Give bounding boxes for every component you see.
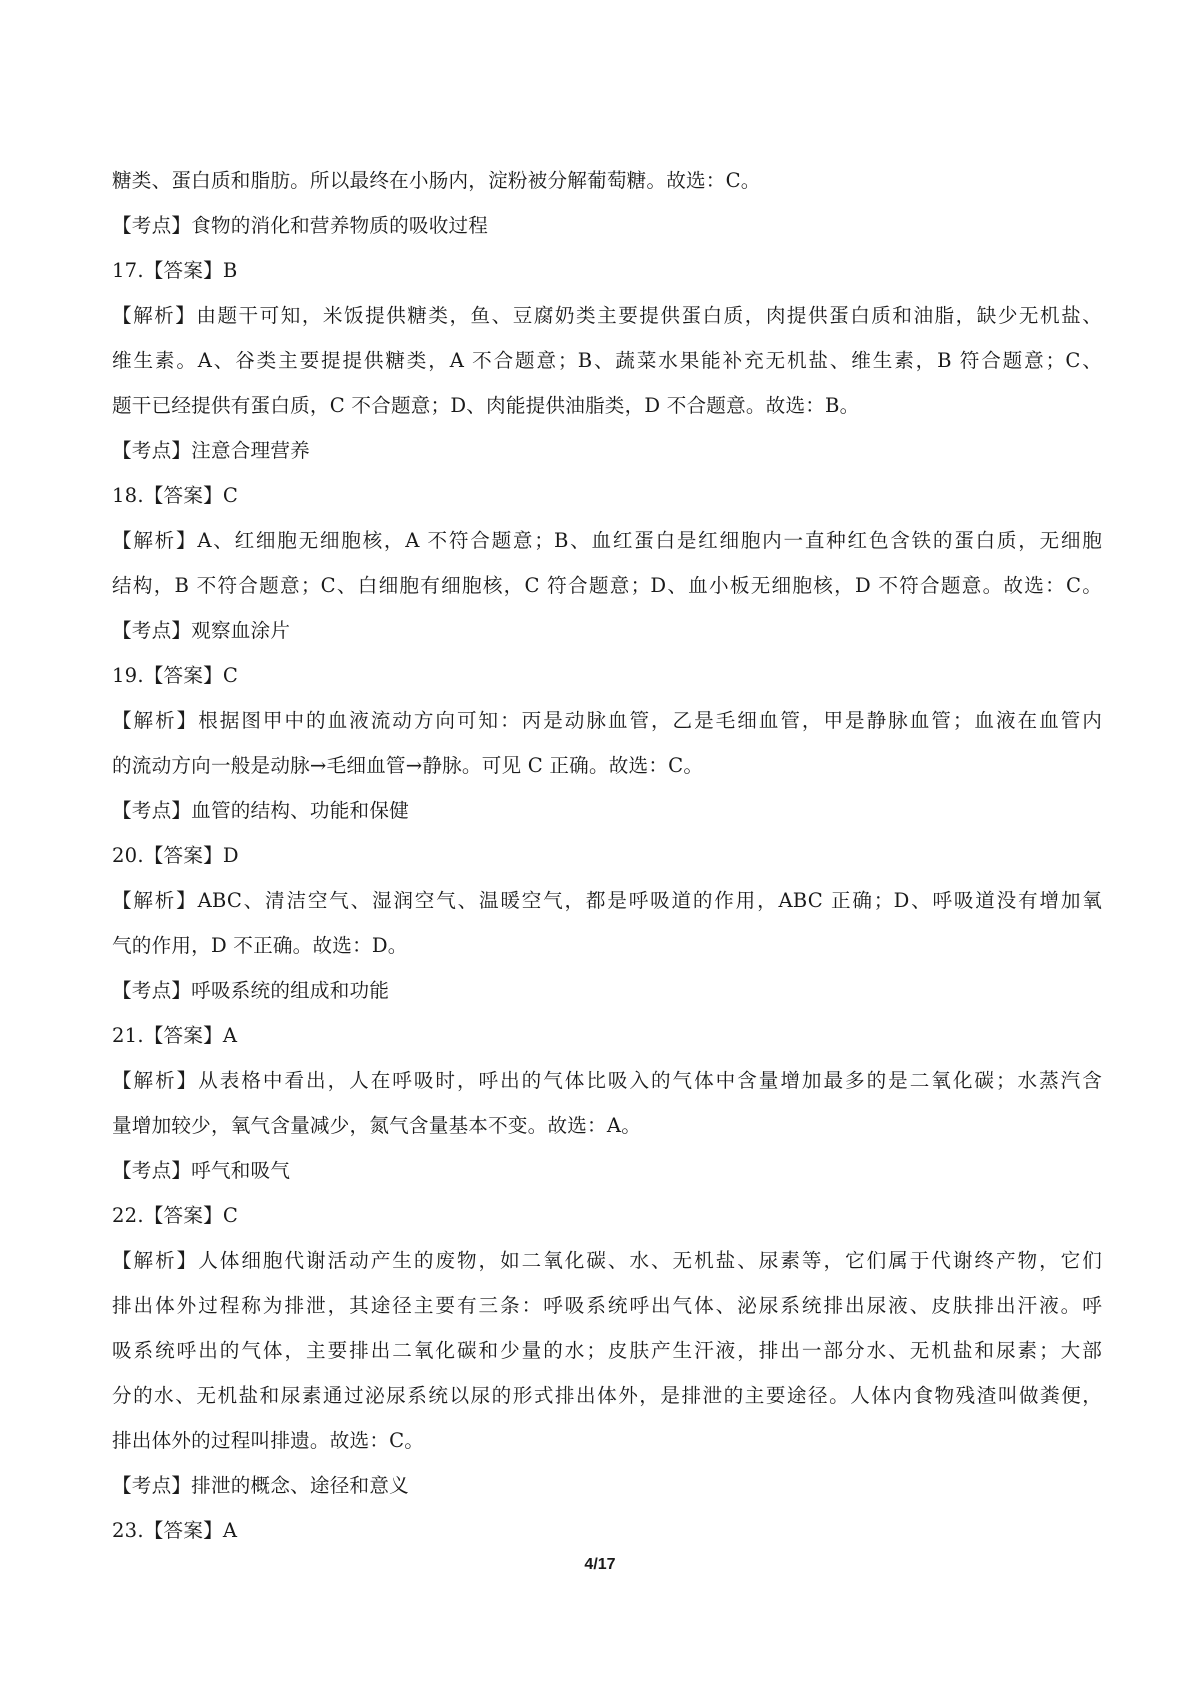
answer-line-18: 18.【答案】C	[112, 484, 239, 507]
answer-line-21: 21.【答案】A	[112, 1024, 238, 1047]
text-line: 排出体外过程称为排泄，其途径主要有三条：呼吸系统呼出气体、泌尿系统排出尿液、皮肤排出汗液。呼	[112, 1294, 1102, 1317]
text-line: 气的作用，D 不正确。故选：D。	[112, 934, 408, 957]
topic-line: 【考点】注意合理营养	[112, 439, 310, 462]
topic-line: 【考点】血管的结构、功能和保健	[112, 799, 409, 822]
analysis-line: 【解析】根据图甲中的血液流动方向可知：丙是动脉血管，乙是毛细血管，甲是静脉血管；血液在血管内	[112, 709, 1102, 732]
analysis-line: 【解析】A、红细胞无细胞核，A 不符合题意；B、血红蛋白是红细胞内一直种红色含铁的蛋白质，无细胞	[112, 529, 1102, 552]
text-line: 排出体外的过程叫排遗。故选：C。	[112, 1429, 425, 1452]
text-line: 分的水、无机盐和尿素通过泌尿系统以尿的形式排出体外，是排泄的主要途径。人体内食物残渣叫做粪便，	[112, 1384, 1102, 1407]
answer-line-19: 19.【答案】C	[112, 664, 239, 687]
text-line: 糖类、蛋白质和脂肪。所以最终在小肠内，淀粉被分解葡萄糖。故选：C。	[112, 169, 761, 192]
answer-line-22: 22.【答案】C	[112, 1204, 239, 1227]
topic-line: 【考点】呼气和吸气	[112, 1159, 291, 1182]
answer-line-23: 23.【答案】A	[112, 1519, 238, 1542]
topic-line: 【考点】呼吸系统的组成和功能	[112, 979, 390, 1002]
topic-line: 【考点】食物的消化和营养物质的吸收过程	[112, 214, 489, 237]
topic-line: 【考点】排泄的概念、途径和意义	[112, 1474, 409, 1497]
text-line: 题干已经提供有蛋白质，C 不合题意；D、肉能提供油脂类，D 不合题意。故选：B。	[112, 394, 860, 417]
text-line: 吸系统呼出的气体，主要排出二氧化碳和少量的水；皮肤产生汗液，排出一部分水、无机盐和尿素；大部	[112, 1339, 1102, 1362]
analysis-line: 【解析】由题干可知，米饭提供糖类，鱼、豆腐奶类主要提供蛋白质，肉提供蛋白质和油脂，缺少无机盐、	[112, 304, 1102, 327]
analysis-line: 【解析】从表格中看出，人在呼吸时，呼出的气体比吸入的气体中含量增加最多的是二氧化碳；水蒸汽含	[112, 1069, 1102, 1092]
page-number: 4/17	[584, 1556, 616, 1573]
topic-line: 【考点】观察血涂片	[112, 619, 291, 642]
text-line: 的流动方向一般是动脉→毛细血管→静脉。可见 C 正确。故选：C。	[112, 754, 704, 777]
text-line: 结构，B 不符合题意；C、白细胞有细胞核，C 符合题意；D、血小板无细胞核，D 不符合题意。故选：C。	[112, 574, 1102, 597]
analysis-line: 【解析】人体细胞代谢活动产生的废物，如二氧化碳、水、无机盐、尿素等，它们属于代谢终产物，它们	[112, 1249, 1102, 1272]
answer-line-17: 17.【答案】B	[112, 259, 238, 282]
answer-line-20: 20.【答案】D	[112, 844, 239, 867]
text-line: 维生素。A、谷类主要提提供糖类，A 不合题意；B、蔬菜水果能补充无机盐、维生素，B 符合题意；C、	[112, 349, 1102, 372]
answer-explanations	[112, 158, 1102, 1553]
analysis-line: 【解析】ABC、清洁空气、湿润空气、温暖空气，都是呼吸道的作用，ABC 正确；D、呼吸道没有增加氧	[112, 889, 1102, 912]
text-line: 量增加较少，氧气含量减少，氮气含量基本不变。故选：A。	[112, 1114, 641, 1137]
